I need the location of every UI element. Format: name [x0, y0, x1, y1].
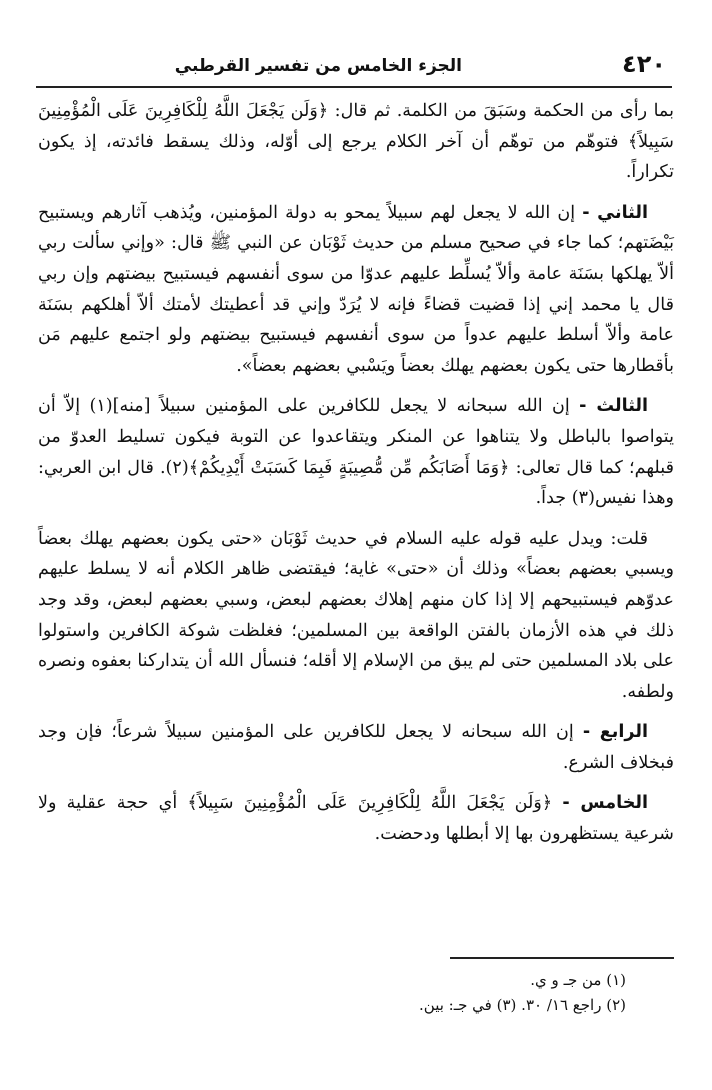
paragraph-text: إن الله سبحانه لا يجعل للكافرين على المؤمنين سبيلاً [منه](١) إلاّ أن يتواصوا بالباطل ولا يتناهوا عن المنكر ويتقاعدوا عن التوبة فيكون تسليط العدوّ من قبلهم؛ كما قال تعالى: ﴿وَمَا أَصَابَكُم مِّن مُّصِيبَةٍ فَبِمَا كَسَبَتْ أَيْدِيكُمْ﴾(٢). قال ابن العربي: وهذا نفيس(٣) جداً. — [38, 396, 674, 509]
paragraph-3 — [38, 391, 674, 513]
paragraph-4 — [38, 524, 674, 708]
paragraph-text: ﴿وَلَن يَجْعَلَ اللَّهُ لِلْكَافِرِينَ عَلَى الْمُؤْمِنِينَ سَبِيلاً﴾ أي حجة عقلية ولا شرعية يستظهرون بها إلا أبطلها ودحضت. — [38, 793, 674, 845]
paragraph-2 — [38, 198, 674, 382]
section-lead-fifth: الخامس - — [562, 793, 649, 814]
paragraph-text: بما رأى من الحكمة وسَبَقَ من الكلمة. ثم قال: ﴿وَلَن يَجْعَلَ اللَّهُ لِلْكَافِرِينَ عَلَى الْمُؤْمِنِينَ سَبِيلاً﴾ فتوهّم من توهّم أن آخر الكلام يرجع إلى أوّله، وذلك يسقط فائدته، إذ يكون تكراراً. — [38, 101, 674, 183]
page-number: ٤٢٠ — [622, 50, 666, 78]
paragraph-5 — [38, 717, 674, 778]
footnotes — [38, 968, 626, 1018]
paragraph-text: قلت: ويدل عليه قوله عليه السلام في حديث ثَوْبَان «حتى يكون بعضهم يهلك بعضاً ويسبي بعضهم بعضاً» وذلك أن «حتى» غاية؛ فيقتضى ظاهر الكلام أنه لا يسلط عليهم عدوّهم فيستبيحهم إلا إذا كان منهم إهلاك بعضهم لبعض، وسبي بعضهم لبعض، وقد وجد ذلك في هذه الأزمان بالفتن الواقعة بين المسلمين؛ فغلظت شوكة الكافرين واستولوا على بلاد المسلمين حتى لم يبق من الإسلام إلا أقله؛ فنسأل الله أن يتداركنا بعفوه ونصره ولطفه. — [38, 528, 674, 702]
section-lead-third: الثالث - — [579, 396, 649, 417]
footnote-2: (٢) راجع ١٦/ ٣٠. — [521, 996, 626, 1014]
running-title: الجزء الخامس من تفسير القرطبي — [174, 56, 462, 76]
footnote-1: (١) من جـ و ي. — [530, 971, 626, 989]
paragraph-1 — [38, 96, 674, 188]
footnote-divider — [450, 957, 674, 959]
footnote-row — [38, 993, 626, 1018]
body-text — [38, 96, 674, 850]
page-header — [36, 46, 672, 88]
footnote-3: (٣) في جـ: بين. — [419, 996, 517, 1014]
paragraph-text: إن الله سبحانه لا يجعل للكافرين على المؤمنين سبيلاً شرعاً؛ فإن وجد فبخلاف الشرع. — [38, 722, 674, 773]
paragraph-text: إن الله لا يجعل لهم سبيلاً يمحو به دولة المؤمنين، ويُذهب آثارهم ويستبيح بَيْضَتهم؛ كما جاء في صحيح مسلم من حديث ثَوْبَان عن النبي ﷺ قال: «وإني سألت ربي ألاّ يهلكها بسَنَة عامة وألاّ يُسلِّط عليهم عدوّا من سوى أنفسهم فيستبيح بيضتهم وإن ربي قال يا محمد إني إذا قضيت قضاءً فإنه لا يُرَدّ وإني قد أعطيتك لأمتك ألاّ أهلكهم بسَنَة عامة وألاّ أسلط عليهم عدواً من سوى أنفسهم فيستبيح بيضتهم ولو اجتمع عليهم مَن بأقطارها حتى يكون بعضهم يهلك بعضاً ويَسْبي بعضهم بعضاً». — [38, 202, 674, 376]
section-lead-second: الثاني - — [582, 202, 648, 223]
paragraph-6 — [38, 788, 674, 849]
section-lead-fourth: الرابع - — [582, 722, 649, 743]
